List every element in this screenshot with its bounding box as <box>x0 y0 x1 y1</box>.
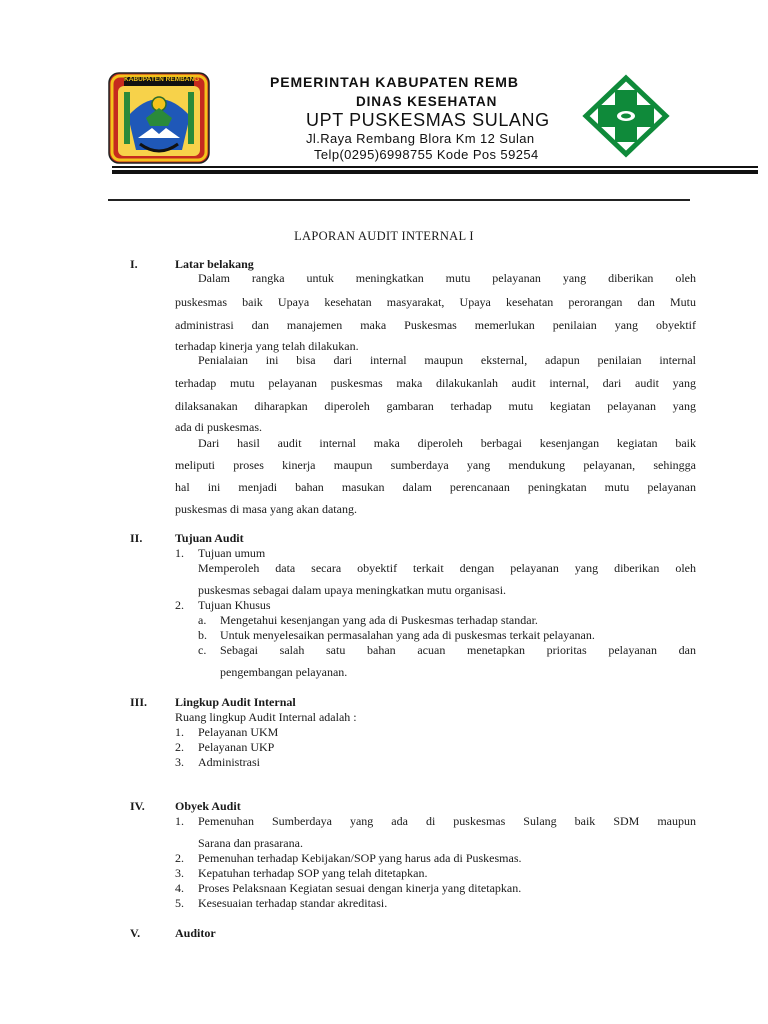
s1-para3-line2: meliputi proses kinerja maupun sumberdaya yang mendukung pelayanan, sehingga <box>175 458 696 472</box>
emblem-caption: KABUPATEN REMBANG <box>124 76 200 83</box>
s2-khusus-b-text: Untuk menyelesaikan permasalahan yang ada di puskesmas terkait pelayanan. <box>220 628 595 642</box>
s2-umum-number: 1. <box>175 546 184 560</box>
s3-item-1-text: Pelayanan UKM <box>198 725 279 739</box>
s1-para1-line4: terhadap kinerja yang telah dilakukan. <box>175 339 359 353</box>
s4-item-4-text: Proses Pelaksnaan Kegiatan sesuai dengan kinerja yang ditetapkan. <box>198 881 522 895</box>
section-2-title: Tujuan Audit <box>175 531 244 545</box>
header-phone: Telp(0295)6998755 Kode Pos 59254 <box>314 147 539 162</box>
s2-khusus-c-letter: c. <box>198 643 207 657</box>
s4-item-3-text: Kepatuhan terhadap SOP yang telah ditetapkan. <box>198 866 428 880</box>
s4-item-1-text: Pemenuhan Sumberdaya yang ada di puskesmas Sulang baik SDM maupun <box>198 814 696 828</box>
header-line-dinas: DINAS KESEHATAN <box>356 94 498 109</box>
header-address: Jl.Raya Rembang Blora Km 12 Sulan <box>306 131 535 146</box>
s2-khusus-a-letter: a. <box>198 613 207 627</box>
section-3-title: Lingkup Audit Internal <box>175 695 296 709</box>
s4-item-2-text: Pemenuhan terhadap Kebijakan/SOP yang harus ada di Puskesmas. <box>198 851 522 865</box>
s1-para2-line4: ada di puskesmas. <box>175 420 262 434</box>
s2-khusus-c-text-line2: pengembangan pelayanan. <box>220 665 348 679</box>
s1-para2-line3: dilaksanakan diharapkan diperoleh gambaran terhadap mutu kegiatan pelayanan yang <box>175 399 696 413</box>
s1-para1-line1: Dalam rangka untuk meningkatkan mutu pelayanan yang diberikan oleh <box>198 271 696 285</box>
section-5-number: V. <box>130 926 141 940</box>
section-1-number: I. <box>130 257 138 271</box>
s2-khusus-b-letter: b. <box>198 628 207 642</box>
letterhead-rule-thin <box>112 166 758 168</box>
s2-khusus-title: Tujuan Khusus <box>198 598 271 612</box>
kabupaten-rembang-emblem <box>108 72 210 164</box>
letterhead-rule-thick <box>112 170 758 174</box>
document-title: LAPORAN AUDIT INTERNAL I <box>294 229 474 243</box>
s4-item-1-number: 1. <box>175 814 184 828</box>
section-3-number: III. <box>130 695 148 709</box>
s3-item-3-text: Administrasi <box>198 755 260 769</box>
s1-para2-line2: terhadap mutu pelayanan puskesmas maka dilakukanlah audit internal, dari audit yang <box>175 376 696 390</box>
s1-para1-line2: puskesmas baik Upaya kesehatan masyarakat, Upaya kesehatan perorangan dan Mutu <box>175 295 696 309</box>
s3-item-2-text: Pelayanan UKP <box>198 740 275 754</box>
s4-item-3-number: 3. <box>175 866 184 880</box>
s1-para3-line4: puskesmas di masa yang akan datang. <box>175 502 357 516</box>
s4-item-4-number: 4. <box>175 881 184 895</box>
s4-item-5-number: 5. <box>175 896 184 910</box>
header-line-pemerintah: PEMERINTAH KABUPATEN REMB <box>270 74 519 90</box>
s4-item-2-number: 2. <box>175 851 184 865</box>
s2-khusus-number: 2. <box>175 598 184 612</box>
s4-item-1-text-line2: Sarana dan prasarana. <box>198 836 303 850</box>
s1-para1-line3: administrasi dan manajemen maka Puskesmas memerlukan penilaian yang obyektif <box>175 318 696 332</box>
letterhead <box>0 0 768 200</box>
page-separator <box>108 199 690 201</box>
s2-umum-text-line2: puskesmas sebagai dalam upaya meningkatkan mutu organisasi. <box>198 583 507 597</box>
s2-umum-title: Tujuan umum <box>198 546 266 560</box>
s3-intro: Ruang lingkup Audit Internal adalah : <box>175 710 357 724</box>
puskesmas-cross-logo <box>578 72 674 160</box>
s3-item-2-number: 2. <box>175 740 184 754</box>
header-line-puskesmas: UPT PUSKESMAS SULANG <box>306 110 550 130</box>
s2-umum-text-line1: Memperoleh data secara obyektif terkait dengan pelayanan yang diberikan oleh <box>198 561 696 575</box>
s1-para2-line1: Penialaian ini bisa dari internal maupun eksternal, adapun penilaian internal <box>198 353 696 367</box>
section-2-number: II. <box>130 531 143 545</box>
s1-para3-line3: hal ini menjadi bahan masukan dalam perencanaan peningkatan mutu pelayanan <box>175 480 696 494</box>
section-5-title: Auditor <box>175 926 216 940</box>
s1-para3-line1: Dari hasil audit internal maka diperoleh berbagai kesenjangan kegiatan baik <box>198 436 696 450</box>
section-1-title: Latar belakang <box>175 257 254 271</box>
s2-khusus-a-text: Mengetahui kesenjangan yang ada di Puskesmas terhadap standar. <box>220 613 538 627</box>
s3-item-1-number: 1. <box>175 725 184 739</box>
s4-item-5-text: Kesesuaian terhadap standar akreditasi. <box>198 896 388 910</box>
s2-khusus-c-text: Sebagai salah satu bahan acuan menetapkan prioritas pelayanan dan <box>220 643 696 657</box>
section-4-number: IV. <box>130 799 145 813</box>
section-4-title: Obyek Audit <box>175 799 241 813</box>
s3-item-3-number: 3. <box>175 755 184 769</box>
